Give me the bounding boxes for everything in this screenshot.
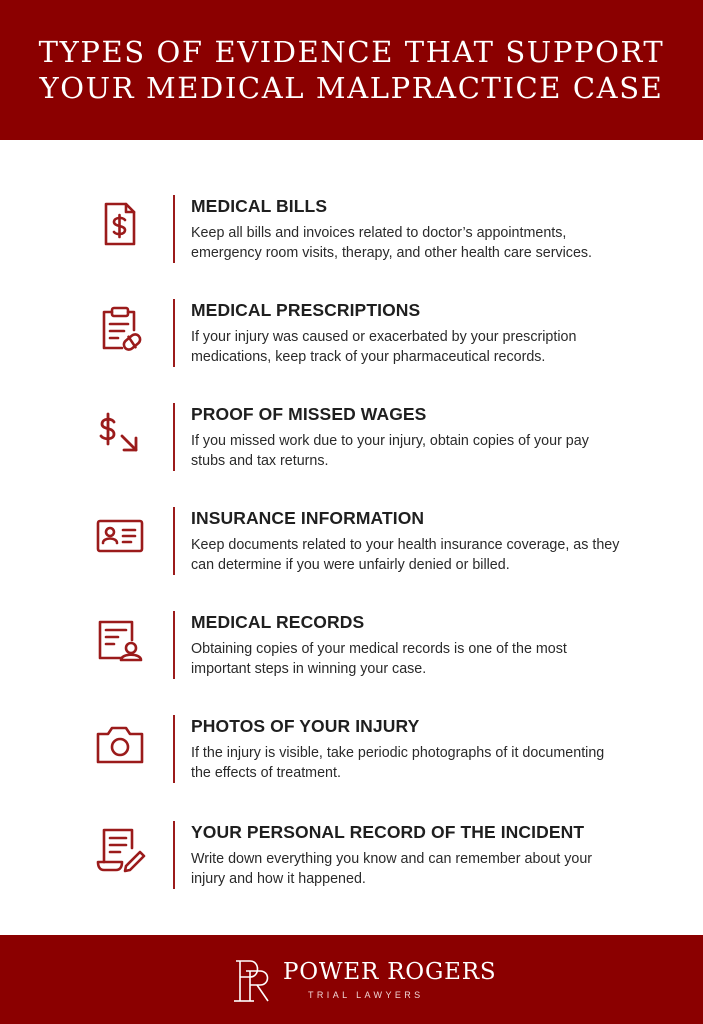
item-divider	[173, 299, 175, 367]
item-divider	[173, 611, 175, 679]
item-divider	[173, 821, 175, 889]
evidence-item-insurance-information	[0, 502, 703, 592]
item-title: MEDICAL PRESCRIPTIONS	[191, 300, 421, 320]
item-title: MEDICAL BILLS	[191, 196, 328, 216]
item-description: Write down everything you know and can remember about your injury and how it happened.	[191, 851, 593, 887]
evidence-item-medical-prescriptions	[0, 294, 703, 384]
evidence-item-medical-records	[0, 606, 703, 696]
patient-record-icon	[92, 612, 148, 668]
item-title: INSURANCE INFORMATION	[191, 508, 425, 528]
company-tagline: TRIAL LAWYERS	[308, 990, 424, 1000]
item-description: If the injury is visible, take periodic photographs of it documenting the effects of treatment.	[191, 745, 605, 781]
item-title: PROOF OF MISSED WAGES	[191, 404, 427, 424]
item-title: PHOTOS OF YOUR INJURY	[191, 716, 420, 736]
evidence-item-personal-record	[0, 816, 703, 906]
power-rogers-logo-icon	[230, 957, 274, 1005]
invoice-dollar-icon	[92, 196, 148, 252]
camera-icon	[92, 716, 148, 772]
item-divider	[173, 195, 175, 263]
evidence-item-missed-wages	[0, 398, 703, 488]
clipboard-pill-icon	[92, 300, 148, 356]
item-description: If your injury was caused or exacerbated by your prescription medications, keep track of your pharmaceutical records.	[191, 329, 577, 365]
document-pen-icon	[92, 822, 148, 878]
item-title: YOUR PERSONAL RECORD OF THE INCIDENT	[191, 822, 585, 842]
item-divider	[173, 507, 175, 575]
header-banner	[0, 0, 703, 140]
item-description: Keep all bills and invoices related to doctor’s appointments, emergency room visits, therapy, and other health care services.	[191, 225, 593, 261]
item-description: If you missed work due to your injury, obtain copies of your pay stubs and tax returns.	[191, 433, 589, 469]
page-title-line-2: YOUR MEDICAL MALPRACTICE CASE	[39, 71, 664, 105]
item-divider	[173, 715, 175, 783]
item-description: Obtaining copies of your medical records is one of the most important steps in winning your case.	[191, 641, 567, 677]
dollar-down-arrow-icon	[92, 404, 148, 460]
item-description: Keep documents related to your health insurance coverage, as they can determine if you were unfairly denied or billed.	[191, 537, 620, 573]
company-name: POWER ROGERS	[283, 959, 497, 985]
footer-banner	[0, 935, 703, 1024]
item-title: MEDICAL RECORDS	[191, 612, 365, 632]
evidence-item-photos	[0, 710, 703, 800]
item-divider	[173, 403, 175, 471]
page-title-line-1: TYPES OF EVIDENCE THAT SUPPORT	[38, 35, 665, 69]
evidence-item-medical-bills	[0, 190, 703, 280]
id-card-icon	[92, 508, 148, 564]
